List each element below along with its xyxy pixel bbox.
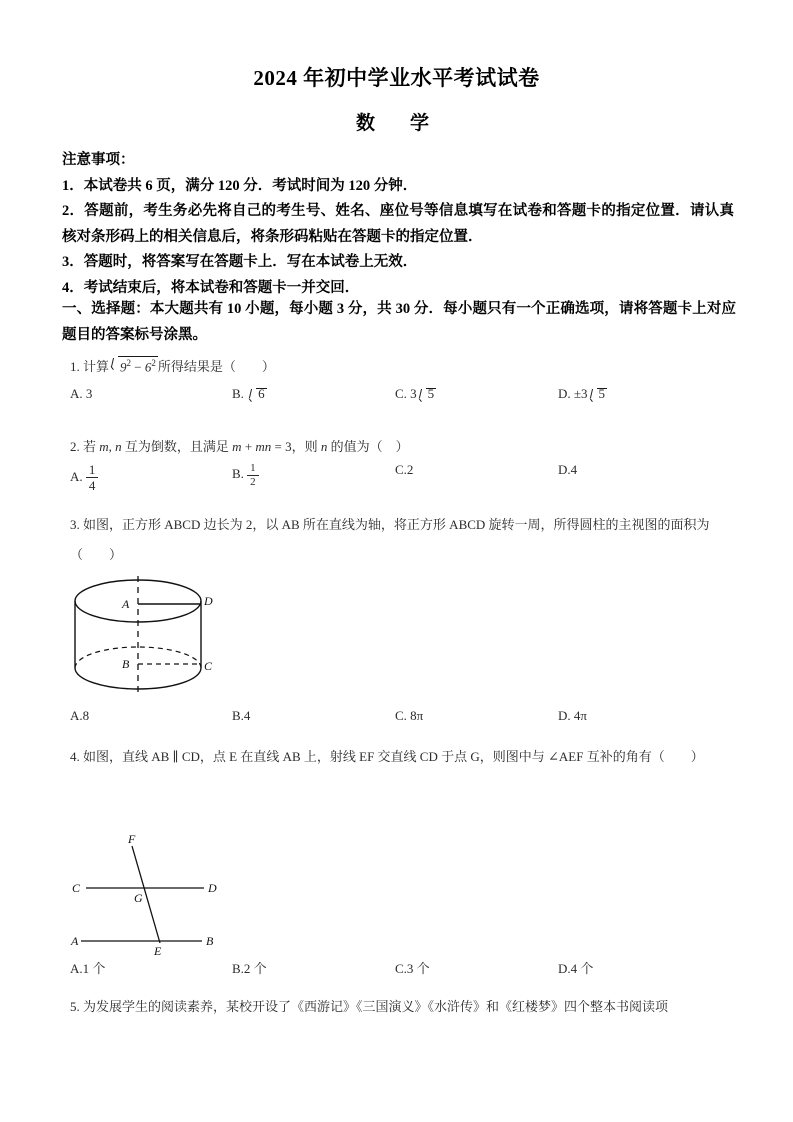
question-4-option-b[interactable]: B.2 个 [232, 961, 267, 976]
question-1 [70, 352, 736, 382]
question-4-option-a[interactable]: A.1 个 [70, 961, 106, 976]
question-1-stem-prefix: 1. 计算 [70, 359, 110, 374]
question-5 [70, 992, 736, 1022]
notice-item-2: 2．答题前，考生务必先将自己的考生号、姓名、座位号等信息填写在试卷和答题卡的指定位置．请认真核对条形码上的相关信息后，将条形码粘贴在答题卡的指定位置． [62, 203, 734, 245]
cylinder-label-c: C [204, 659, 213, 673]
figure-label-e: E [154, 944, 162, 958]
question-4 [70, 742, 736, 772]
notice-heading: 注意事项： [62, 152, 135, 168]
fraction: $\frac{1}{4}$ [86, 462, 99, 493]
question-1-option-c[interactable]: C. 3 5 [395, 386, 435, 401]
question-3-option-d[interactable]: D. 4π [558, 708, 587, 723]
section-heading-multiple-choice: 一、选择题：本大题共有 10 小题，每小题 3 分，共 30 分．每小题只有一个正确选项，请将答题卡上对应题目的答案标号涂黑。 [62, 301, 736, 343]
cylinder-label-b: B [122, 657, 130, 671]
question-1-radical: $9^2 - 6^2$ [109, 355, 158, 374]
question-2-option-a[interactable]: A. $\frac{1}{4}$ [70, 462, 98, 493]
question-3-option-a[interactable]: A.8 [70, 708, 90, 723]
cylinder-figure [66, 572, 236, 698]
question-2 [70, 432, 736, 462]
figure-label-b: B [206, 934, 214, 948]
figure-label-f: F [128, 832, 136, 846]
question-2-options [70, 462, 750, 492]
notice-item-1: 1．本试卷共 6 页，满分 120 分．考试时间为 120 分钟． [62, 177, 418, 194]
notice-item-4: 4．考试结束后，将本试卷和答题卡一并交回． [62, 279, 360, 296]
question-3 [70, 510, 736, 570]
question-4-stem: 4. 如图，直线 AB ∥ CD，点 E 在直线 AB 上，射线 EF 交直线 CD 于点 G，则图中与 ∠AEF 互补的角有（ ） [70, 749, 704, 764]
question-1-option-a[interactable]: A. 3 [70, 386, 93, 401]
question-1-option-b[interactable]: B. 6 [232, 386, 265, 401]
option-radical: 5 [588, 386, 608, 401]
notice-block [62, 148, 734, 301]
question-4-options [70, 958, 750, 988]
figure-label-g: G [134, 891, 143, 905]
subject-title: 数 学 [355, 113, 437, 134]
cylinder-label-d: D [204, 594, 213, 608]
page-title: 2024 年初中学业水平考试试卷 [253, 66, 540, 90]
question-1-stem-suffix: 所得结果是（ ） [157, 359, 275, 374]
parallel-lines-figure [64, 826, 236, 958]
question-1-stem [70, 359, 275, 374]
question-3-stem: 3. 如图，正方形 ABCD 边长为 2，以 AB 所在直线为轴，将正方形 ABCD 旋转一周，所得圆柱的主视图的面积为（ ） [70, 517, 710, 562]
question-3-option-c[interactable]: C. 8π [395, 708, 424, 723]
question-2-option-c[interactable]: C.2 [395, 462, 414, 477]
fraction: $\frac{1}{2}$ [247, 462, 259, 489]
question-4-option-c[interactable]: C.3 个 [395, 961, 430, 976]
question-2-option-d[interactable]: D.4 [558, 462, 578, 477]
question-1-option-d[interactable]: D. ±3 5 [558, 386, 606, 401]
cylinder-label-a: A [122, 597, 130, 611]
figure-label-c: C [72, 881, 81, 895]
question-2-stem: 2. 若 m, n 互为倒数，且满足 m + mn = 3，则 n 的值为（ ） [70, 439, 409, 454]
figure-label-d: D [208, 881, 217, 895]
notice-item-3: 3．答题时，将答案写在答题卡上．写在本试卷上无效． [62, 254, 418, 270]
question-5-stem: 5. 为发展学生的阅读素养，某校开设了《西游记》《三国演义》《水浒传》和《红楼梦》四个整本书阅读项 [70, 999, 669, 1014]
question-3-option-b[interactable]: B.4 [232, 708, 251, 723]
question-1-options [70, 386, 750, 416]
option-radical: 5 [417, 386, 437, 401]
figure-label-a: A [71, 934, 79, 948]
question-2-option-b[interactable]: B. $\frac{1}{2}$ [232, 462, 259, 489]
question-4-option-d[interactable]: D.4 个 [558, 961, 594, 976]
question-3-options [70, 708, 750, 738]
option-radical: 6 [247, 386, 267, 401]
